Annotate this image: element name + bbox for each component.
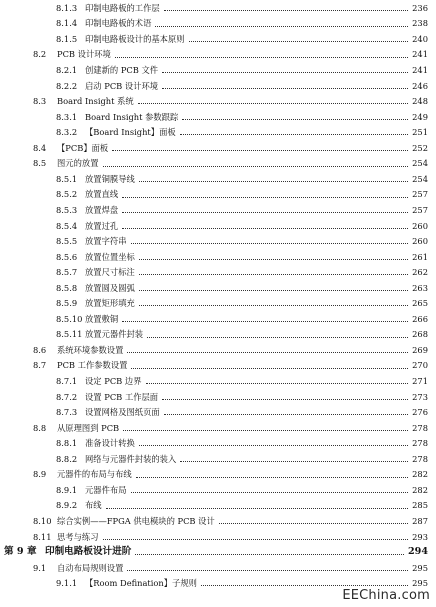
dot-leader: [189, 41, 408, 42]
toc-entry-page: 260: [412, 220, 428, 231]
toc-entry: [0, 0, 436, 16]
toc-entry-page: 251: [412, 127, 428, 138]
toc-entry-title: 综合实例——FPGA 供电模块的 PCB 设计: [57, 515, 215, 526]
dot-leader: [180, 461, 408, 462]
toc-entry-number: 8.1.5: [56, 33, 78, 44]
toc-entry-number: 8.5.8: [56, 282, 78, 293]
toc-entry-page: 252: [412, 142, 428, 153]
toc-entry-title: 设置 PCB 工作层面: [85, 391, 159, 402]
dot-leader: [162, 88, 408, 89]
dot-leader: [139, 305, 408, 306]
toc-entry-page: 273: [412, 391, 428, 402]
dot-leader: [139, 259, 408, 260]
toc-entry-title: 放置字符串: [85, 236, 127, 247]
toc-entry: [0, 47, 436, 63]
toc-entry-number: 8.5.6: [56, 251, 78, 262]
dot-leader: [146, 383, 408, 384]
toc-entry: [0, 420, 436, 436]
toc-entry-page: 294: [407, 546, 428, 558]
toc-entry-page: 263: [412, 282, 428, 293]
toc-entry-page: 295: [412, 578, 428, 589]
toc-entry-title: Board Insight 系统: [57, 96, 134, 107]
dot-leader: [201, 585, 408, 586]
dot-leader: [155, 26, 408, 27]
toc-entry: [0, 62, 436, 78]
toc-entry-page: 268: [412, 329, 428, 340]
toc-entry: [0, 140, 436, 156]
toc-entry-title: 放置尺寸标注: [85, 267, 135, 278]
toc-entry-number: 8.11: [33, 531, 52, 542]
toc-entry-page: 287: [412, 515, 428, 526]
dot-leader: [122, 321, 408, 322]
dot-leader: [103, 539, 408, 540]
toc-entry-title: 元器件的布局与布线: [57, 469, 132, 480]
toc-entry-number: 8.1.3: [56, 2, 78, 13]
toc-entry-number: 8.9.2: [56, 500, 78, 511]
dot-leader: [123, 430, 408, 431]
toc-entry-page: 293: [412, 531, 428, 542]
toc-entry-title: 思考与练习: [57, 531, 99, 542]
toc-entry-number: 8.5.9: [56, 298, 78, 309]
toc-entry-title: 放置铜膜导线: [85, 173, 135, 184]
dot-leader: [122, 228, 408, 229]
toc-entry-page: 278: [412, 453, 428, 464]
toc-entry-number: 8.5.5: [56, 236, 78, 247]
toc-entry-number: 8.5.7: [56, 267, 78, 278]
toc-entry-title: PCB 工作参数设置: [57, 360, 128, 371]
dot-leader: [219, 523, 408, 524]
toc-entry-number: 8.5.10: [56, 313, 83, 324]
toc-entry-number: 8.3.1: [56, 111, 78, 122]
toc-entry-title: 【PCB】面板: [57, 142, 109, 153]
toc-entry-number: 8.3.2: [56, 127, 78, 138]
toc-entry-title: 元器件布局: [85, 484, 127, 495]
dot-leader: [131, 243, 408, 244]
toc-entry-page: 254: [412, 173, 428, 184]
toc-entry-title: 印制电路板设计进阶: [45, 546, 132, 558]
dot-leader: [138, 103, 408, 104]
toc-entry-page: 236: [412, 2, 428, 13]
toc-entry-title: 放置敷铜: [85, 313, 119, 324]
toc-entry-page: 248: [412, 96, 428, 107]
toc-entry: [0, 280, 436, 296]
toc-entry-number: 8.7.1: [56, 376, 78, 387]
toc-entry-number: 8.5.3: [56, 204, 78, 215]
toc-entry-title: 设置网格及图纸页面: [85, 407, 160, 418]
toc-entry-number: 8.5.2: [56, 189, 78, 200]
dot-leader: [139, 445, 408, 446]
toc-entry-number: 8.7: [33, 360, 47, 371]
toc-entry: [0, 202, 436, 218]
toc-entry-number: 8.9.1: [56, 484, 78, 495]
toc-entry-number: 9.1.1: [56, 578, 78, 589]
toc-entry-page: 241: [412, 65, 428, 76]
toc-entry-page: 285: [412, 500, 428, 511]
toc-entry-page: 282: [412, 469, 428, 480]
watermark: EEChina.com: [342, 588, 430, 603]
toc-entry-number: 8.8.2: [56, 453, 78, 464]
toc-entry: [0, 124, 436, 140]
toc-entry-title: 准备设计转换: [85, 438, 135, 449]
dot-leader: [122, 212, 408, 213]
toc-entry-page: 271: [412, 376, 428, 387]
toc-entry-page: 295: [412, 562, 428, 573]
toc-entry: [0, 529, 436, 545]
toc-entry-title: 自动布局规则设置: [57, 562, 124, 573]
toc-entry: [0, 218, 436, 234]
toc-entry: [0, 156, 436, 172]
toc-entry-number: 8.8.1: [56, 438, 78, 449]
toc-entry: [0, 93, 436, 109]
toc-entry: [0, 295, 436, 311]
toc-entry-page: 240: [412, 33, 428, 44]
toc-entry-page: 269: [412, 344, 428, 355]
toc-entry-title: 印制电路板设计的基本原则: [85, 33, 185, 44]
toc-entry-title: 布线: [85, 500, 102, 511]
toc-entry: [0, 311, 436, 327]
toc-entry: [0, 373, 436, 389]
toc-entry: [0, 31, 436, 47]
dot-leader: [136, 477, 408, 478]
toc-entry-number: 8.5.11: [56, 329, 83, 340]
toc-entry-number: 8.7.2: [56, 391, 78, 402]
dot-leader: [127, 352, 408, 353]
toc-entry-page: 260: [412, 236, 428, 247]
toc-entry-number: 8.5.4: [56, 220, 78, 231]
toc-entry-number: 9.1: [33, 562, 47, 573]
toc-entry-page: 282: [412, 484, 428, 495]
toc-entry-page: 266: [412, 313, 428, 324]
dot-leader: [147, 337, 408, 338]
toc-entry-title: 放置位置坐标: [85, 251, 135, 262]
toc-entry: [0, 498, 436, 514]
toc-entry: [0, 233, 436, 249]
toc-entry: [0, 327, 436, 343]
toc-entry-number: 8.1.4: [56, 18, 78, 29]
toc-entry-number: 8.3: [33, 96, 47, 107]
toc-entry-page: 246: [412, 80, 428, 91]
toc-entry: [0, 16, 436, 32]
toc-entry-page: 270: [412, 360, 428, 371]
toc-entry: [0, 171, 436, 187]
toc-entry-page: 257: [412, 189, 428, 200]
toc-entry-title: 【Room Defination】子规则: [85, 578, 197, 589]
toc-entry-number: 8.6: [33, 344, 47, 355]
toc-entry: [0, 358, 436, 374]
dot-leader: [182, 119, 408, 120]
toc-entry-title: 放置矩形填充: [85, 298, 135, 309]
dot-leader: [122, 197, 408, 198]
toc-entry: [0, 451, 436, 467]
toc-entry-page: 265: [412, 298, 428, 309]
dot-leader: [131, 368, 408, 369]
toc-entry-number: 8.7.3: [56, 407, 78, 418]
toc-entry-title: 放置圆及圆弧: [85, 282, 135, 293]
toc-entry-title: 放置元器件封装: [85, 329, 144, 340]
toc-entry-title: 【Board Insight】面板: [85, 127, 176, 138]
dot-leader: [139, 181, 408, 182]
toc-entry-page: 262: [412, 267, 428, 278]
toc-entry-number: 8.2: [33, 49, 47, 60]
toc-entry-number: 8.2.2: [56, 80, 78, 91]
toc-entry-page: 254: [412, 158, 428, 169]
toc-entry: [0, 264, 436, 280]
toc-entry-page: 261: [412, 251, 428, 262]
toc-entry: [0, 482, 436, 498]
toc-entry-title: 印制电路板的术语: [85, 18, 152, 29]
dot-leader: [106, 508, 408, 509]
dot-leader: [115, 57, 408, 58]
dot-leader: [162, 399, 408, 400]
toc-entry-page: 257: [412, 204, 428, 215]
toc-entry-number: 8.5: [33, 158, 47, 169]
toc-entry: [0, 560, 436, 576]
toc-entry-title: 设定 PCB 边界: [85, 376, 142, 387]
toc-entry-title: 从原理图到 PCB: [57, 422, 120, 433]
toc-entry-page: 276: [412, 407, 428, 418]
toc-entry: [0, 109, 436, 125]
toc-entry-number: 8.10: [33, 515, 52, 526]
toc-entry: [0, 435, 436, 451]
toc-entry-number: 8.2.1: [56, 65, 78, 76]
toc-entry-number: 8.5.1: [56, 173, 78, 184]
toc-entry: [0, 404, 436, 420]
dot-leader: [127, 570, 408, 571]
toc-entry-number: 8.4: [33, 142, 47, 153]
toc-entry-page: 249: [412, 111, 428, 122]
toc-entry: [0, 342, 436, 358]
toc-entry-page: 278: [412, 438, 428, 449]
toc-entry: [0, 78, 436, 94]
toc-entry-title: 放置过孔: [85, 220, 119, 231]
toc-entry: [0, 249, 436, 265]
toc-entry-page: 238: [412, 18, 428, 29]
toc-entry-number: 8.8: [33, 422, 47, 433]
dot-leader: [135, 554, 404, 555]
toc-entry-title: 创建新的 PCB 文件: [85, 65, 159, 76]
toc-entry-title: 网络与元器件封装的装入: [85, 453, 177, 464]
toc-entry-title: PCB 设计环境: [57, 49, 111, 60]
toc-entry: [0, 544, 436, 560]
toc-entry-number: 第 9 章: [4, 546, 37, 558]
dot-leader: [164, 414, 408, 415]
toc-entry: [0, 467, 436, 483]
dot-leader: [139, 274, 408, 275]
dot-leader: [112, 150, 408, 151]
toc-entry-title: 放置焊盘: [85, 204, 119, 215]
toc-entry-title: 启动 PCB 设计环境: [85, 80, 159, 91]
toc-entry-number: 8.9: [33, 469, 47, 480]
dot-leader: [180, 134, 408, 135]
dot-leader: [164, 10, 408, 11]
dot-leader: [162, 72, 408, 73]
toc-entry: [0, 389, 436, 405]
toc-entry-title: 图元的放置: [57, 158, 99, 169]
toc-entry: [0, 513, 436, 529]
toc-entry-title: 系统环境参数设置: [57, 344, 124, 355]
toc-entry-title: Board Insight 参数跟踪: [85, 111, 179, 122]
toc-entry-page: 241: [412, 49, 428, 60]
dot-leader: [103, 166, 408, 167]
dot-leader: [131, 492, 408, 493]
dot-leader: [139, 290, 408, 291]
toc-entry: [0, 187, 436, 203]
toc-entry-page: 278: [412, 422, 428, 433]
toc-entry-title: 放置直线: [85, 189, 119, 200]
toc-entry-title: 印制电路板的工作层: [85, 2, 160, 13]
